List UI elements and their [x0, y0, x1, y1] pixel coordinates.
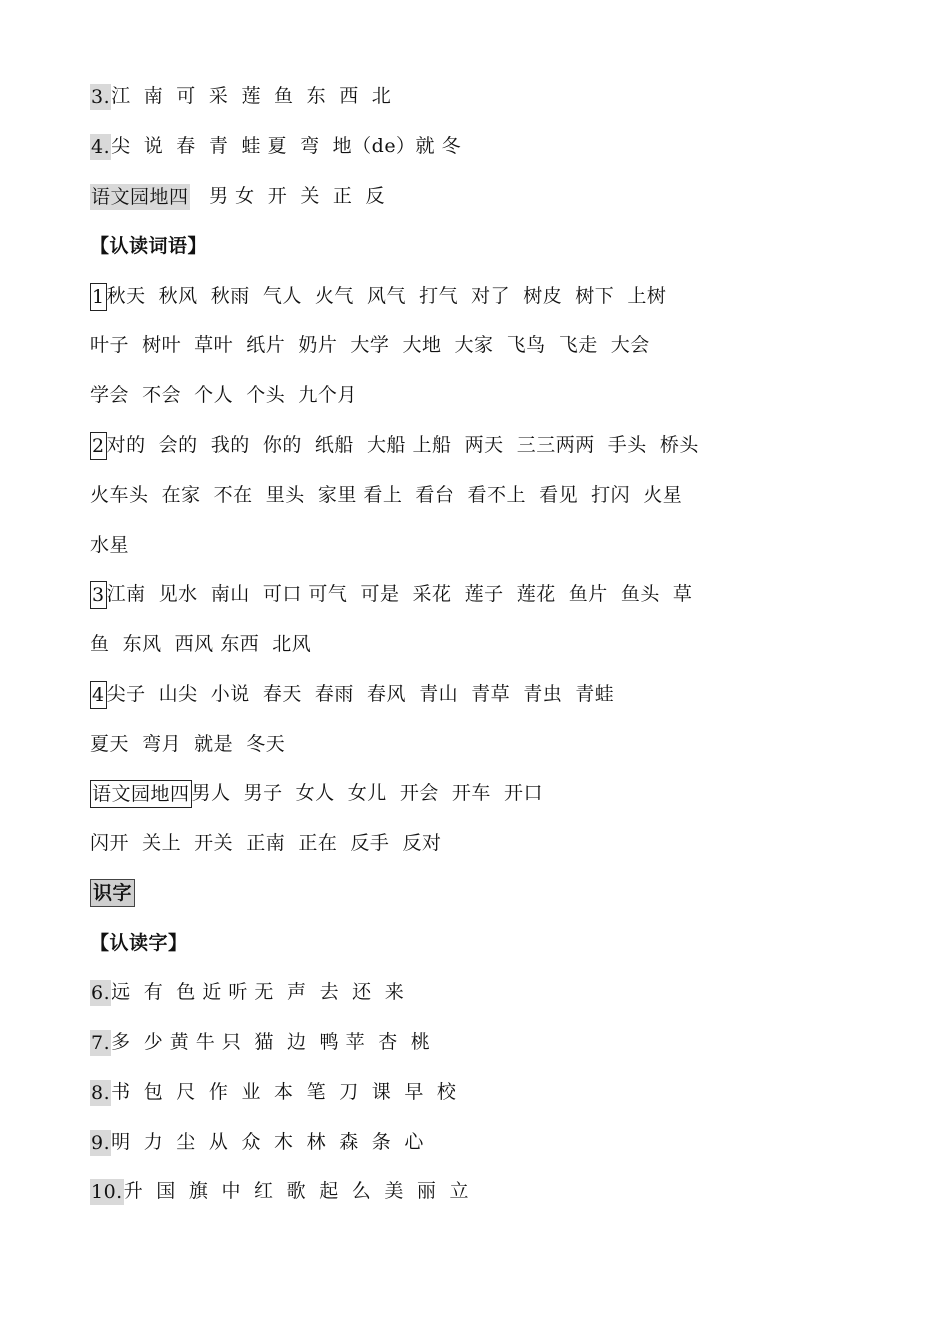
vocab-text: 江南 见水 南山 可口 可气 可是 采花 莲子 莲花 鱼片 鱼头 草	[106, 583, 693, 605]
char-line	[90, 1176, 469, 1206]
lesson-number: 1	[90, 283, 107, 311]
heading-text: 【认读字】	[90, 932, 188, 954]
vocab-text: 男 女 开 关 正 反	[189, 185, 385, 207]
vocab-text: 火车头 在家 不在 里头 家里 看上 看台 看不上 看见 打闪 火星	[90, 484, 683, 506]
vocab-line	[90, 430, 699, 460]
lesson-number: 9.	[91, 1132, 111, 1154]
lesson-number: 8.	[91, 1082, 111, 1104]
vocab-text: 尖 说 春 青 蛙 夏 弯 地（de）就 冬	[111, 135, 462, 157]
char-text: 多 少 黄 牛 只 猫 边 鸭 苹 杏 桃	[111, 1031, 431, 1053]
vocab-line	[90, 629, 311, 659]
lesson-number: 6.	[91, 982, 111, 1004]
vocab-text: 尖子 山尖 小说 春天 春雨 春风 青山 青草 青虫 青蛙	[106, 683, 615, 705]
vocab-text: 鱼 东风 西风 东西 北风	[90, 633, 312, 655]
vocab-line	[90, 828, 441, 858]
lesson-number: 4.	[91, 136, 111, 158]
vocab-text: 水星	[90, 534, 130, 556]
lesson-number: 3.	[91, 86, 111, 108]
vocab-line	[90, 480, 682, 510]
vocab-line	[90, 729, 285, 759]
heading-text: 【认读词语】	[90, 235, 208, 257]
vocab-text: 江 南 可 采 莲 鱼 东 西 北	[111, 85, 392, 107]
vocab-line	[90, 679, 614, 709]
char-line	[90, 1027, 430, 1057]
section-title	[90, 878, 135, 908]
vocab-text: 秋天 秋风 秋雨 气人 火气 风气 打气 对了 树皮 树下 上树	[106, 285, 667, 307]
section-title-label: 识字	[90, 879, 135, 907]
lesson-number: 4	[90, 681, 107, 709]
vocab-text: 男人 男子 女人 女儿 开会 开车 开口	[191, 782, 543, 804]
char-line	[90, 977, 404, 1007]
vocab-line	[90, 579, 692, 609]
vocab-line	[90, 281, 666, 311]
vocab-line	[90, 778, 543, 808]
lesson-label: 语文园地四	[91, 186, 189, 208]
vocab-text: 闪开 关上 开关 正南 正在 反手 反对	[90, 832, 442, 854]
lesson-number: 7.	[91, 1032, 111, 1054]
vocab-text: 对的 会的 我的 你的 纸船 大船 上船 两天 三三两两 手头 桥头	[106, 434, 699, 456]
lesson-number: 2	[90, 432, 107, 460]
vocab-line	[90, 330, 650, 360]
section-heading	[90, 231, 207, 261]
vocab-text: 叶子 树叶 草叶 纸片 奶片 大学 大地 大家 飞鸟 飞走 大会	[90, 334, 650, 356]
char-line	[90, 1077, 456, 1107]
char-text: 升 国 旗 中 红 歌 起 么 美 丽 立	[123, 1180, 470, 1202]
char-line	[90, 1127, 424, 1157]
char-text: 远 有 色 近 听 无 声 去 还 来	[111, 981, 405, 1003]
vocab-line	[90, 181, 385, 211]
lesson-number: 3	[90, 581, 107, 609]
vocab-line	[90, 530, 129, 560]
lesson-number: 10.	[91, 1181, 123, 1203]
vocab-line	[90, 81, 391, 111]
lesson-label: 语文园地四	[90, 780, 192, 808]
vocab-line	[90, 380, 357, 410]
vocab-text: 学会 不会 个人 个头 九个月	[90, 384, 357, 406]
vocab-text: 夏天 弯月 就是 冬天	[90, 733, 286, 755]
char-text: 明 力 尘 从 众 木 林 森 条 心	[111, 1131, 424, 1153]
char-text: 书 包 尺 作 业 本 笔 刀 课 早 校	[111, 1081, 457, 1103]
vocab-line	[90, 131, 461, 161]
section-heading	[90, 928, 188, 958]
